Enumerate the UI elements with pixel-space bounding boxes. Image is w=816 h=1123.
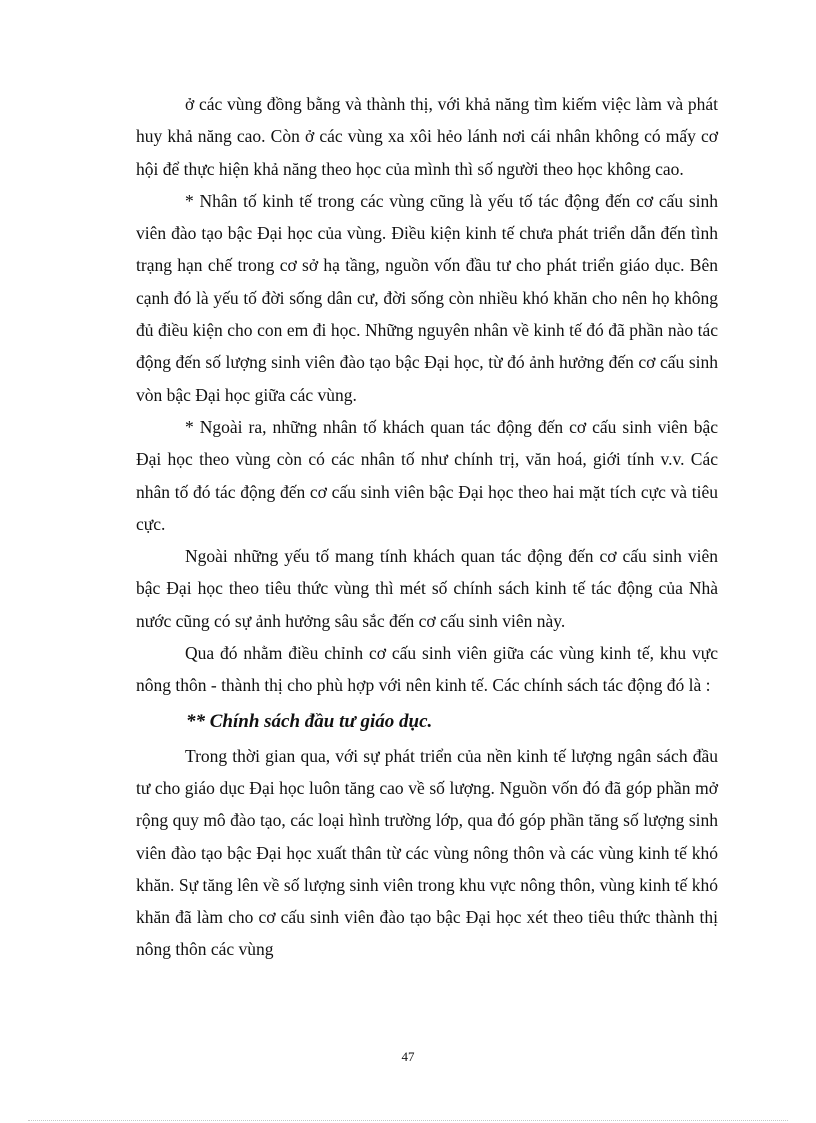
paragraph-state-policy: Ngoài những yếu tố mang tính khách quan tác động đến cơ cấu sinh viên bậc Đại học theo tiêu thức vùng thì mét số chính sách kinh tế tác động của Nhà nước cũng có sự ảnh hưởng sâu sắc đến cơ cấu sinh viên này. <box>136 546 718 631</box>
paragraph-education-investment: Trong thời gian qua, với sự phát triển của nền kinh tế lượng ngân sách đầu tư cho giáo dục Đại học luôn tăng cao về số lượng. Nguồn vốn đó đã góp phần mở rộng quy mô đào tạo, các loại hình trường lớp, qua đó góp phần tăng số lượng sinh viên đào tạo bậc Đại học xuất thân từ các vùng nông thôn và các vùng kinh tế khó khăn. Sự tăng lên về số lượng sinh viên trong khu vực nông thôn, vùng kinh tế khó khăn đã làm cho cơ cấu sinh viên đào tạo bậc Đại học xét theo tiêu thức thành thị nông thôn các vùng <box>136 745 718 960</box>
page-bottom-divider <box>28 1120 788 1121</box>
paragraph-economic-factor: * Nhân tố kinh tế trong các vùng cũng là yếu tố tác động đến cơ cấu sinh viên đào tạo bậc Đại học của vùng. Điều kiện kinh tế chưa phát triển dẫn đến tình trạng hạn chế trong cơ sở hạ tầng, nguồn vốn đầu tư cho phát triển giáo dục. Bên cạnh đó là yếu tố đời sống dân cư, đời sống còn nhiều khó khăn cho nên họ không đủ điều kiện cho con em đi học. Những nguyên nhân về kinh tế đó đã phần nào tác động đến số lượng sinh viên đào tạo bậc Đại học, từ đó ảnh hưởng đến cơ cấu sinh vòn bậc Đại học giữa các vùng. <box>136 190 718 405</box>
page-number: 47 <box>401 1049 415 1064</box>
paragraph-continuation: ở các vùng đồng bằng và thành thị, với khả năng tìm kiếm việc làm và phát huy khả năng cao. Còn ở các vùng xa xôi hẻo lánh nơi cái nhân không có mấy cơ hội để thực hiện khả năng theo học của mình thì số người theo học không cao. <box>136 94 718 179</box>
paragraph-policy-intro: Qua đó nhằm điều chỉnh cơ cấu sinh viên giữa các vùng kinh tế, khu vực nông thôn - thành thị cho phù hợp với nên kinh tế. Các chính sách tác động đó là : <box>136 643 718 696</box>
body-text <box>136 88 718 966</box>
section-heading: ** Chính sách đầu tư giáo dục. <box>186 710 433 732</box>
paragraph-other-factors: * Ngoài ra, những nhân tố khách quan tác động đến cơ cấu sinh viên bậc Đại học theo vùng còn có các nhân tố như chính trị, văn hoá, giới tính v.v. Các nhân tố đó tác động đến cơ cấu sinh viên bậc Đại học theo hai mặt tích cực và tiêu cực. <box>136 416 718 534</box>
